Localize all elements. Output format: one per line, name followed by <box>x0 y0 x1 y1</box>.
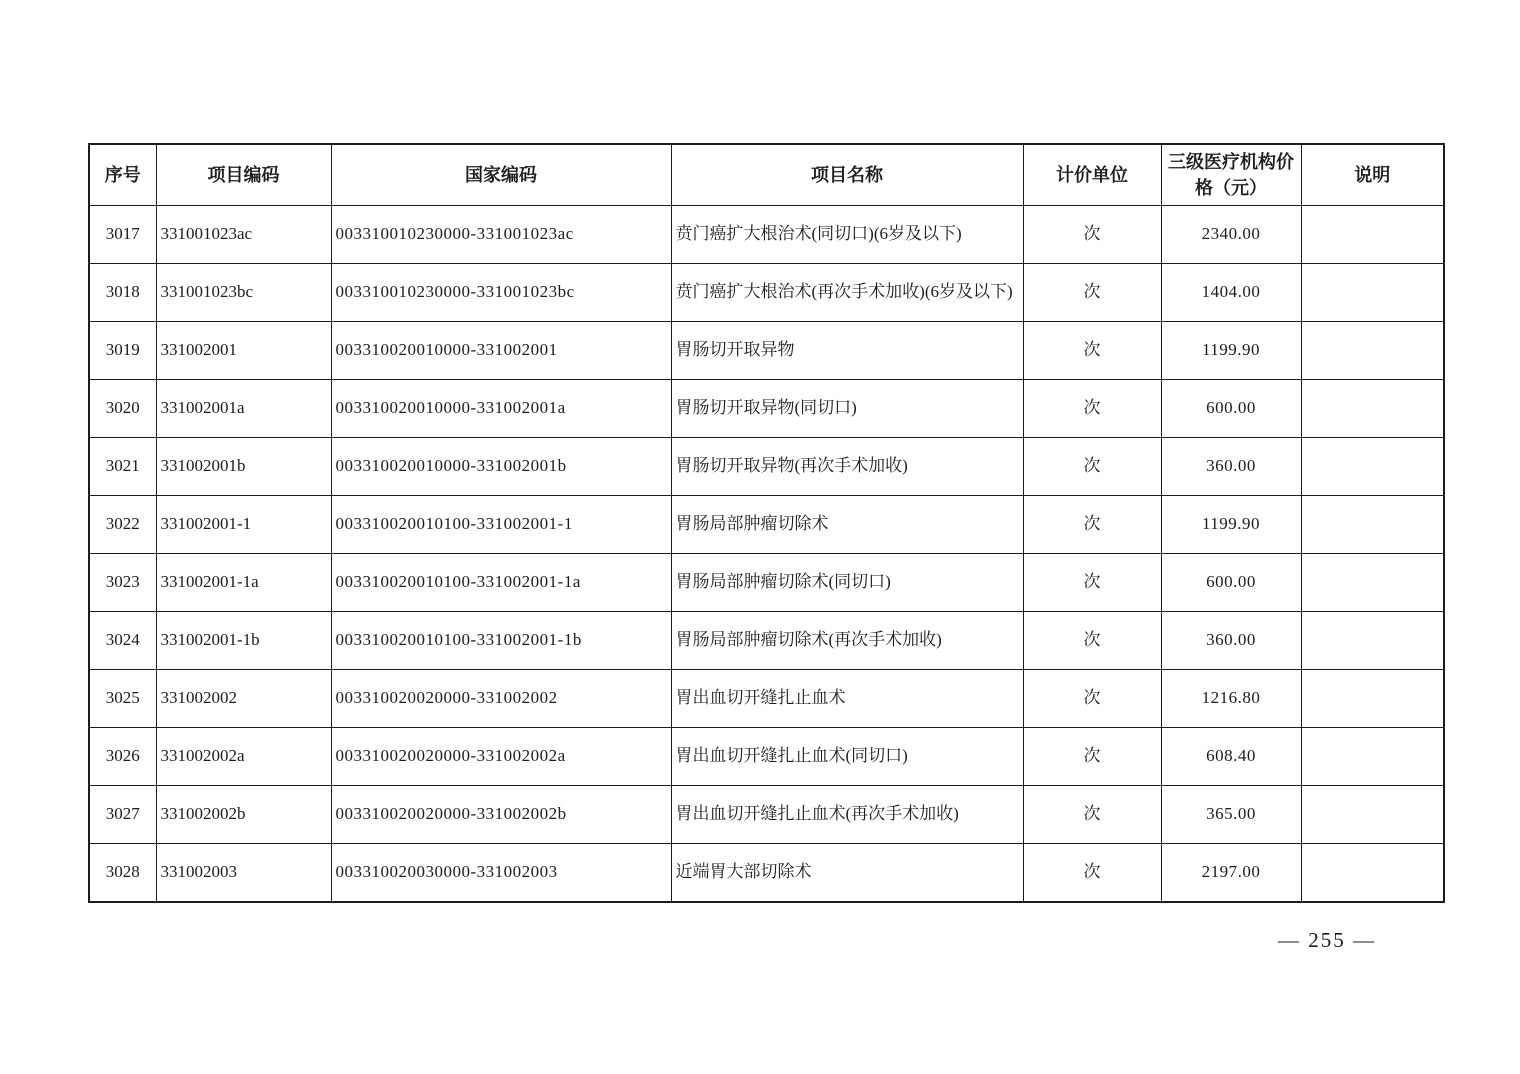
cell-note <box>1301 670 1444 728</box>
cell-note <box>1301 380 1444 438</box>
cell-note <box>1301 554 1444 612</box>
cell-serial-number: 3018 <box>89 264 156 322</box>
cell-project-name: 贲门癌扩大根治术(同切口)(6岁及以下) <box>671 206 1023 264</box>
cell-project-name: 胃出血切开缝扎止血术(再次手术加收) <box>671 786 1023 844</box>
table-row <box>89 612 1444 670</box>
page-number: — 255 — <box>1278 928 1376 952</box>
medical-price-table <box>88 143 1445 903</box>
cell-national-code: 003310020020000-331002002 <box>331 670 671 728</box>
cell-national-code: 003310020010000-331002001b <box>331 438 671 496</box>
cell-project-name: 胃肠切开取异物(同切口) <box>671 380 1023 438</box>
cell-project-name: 贲门癌扩大根治术(再次手术加收)(6岁及以下) <box>671 264 1023 322</box>
cell-national-code: 003310010230000-331001023ac <box>331 206 671 264</box>
cell-project-code: 331002001-1 <box>156 496 331 554</box>
table-row <box>89 496 1444 554</box>
cell-pricing-unit: 次 <box>1023 438 1161 496</box>
cell-serial-number: 3027 <box>89 786 156 844</box>
cell-project-name: 胃肠切开取异物(再次手术加收) <box>671 438 1023 496</box>
cell-serial-number: 3017 <box>89 206 156 264</box>
table-row <box>89 264 1444 322</box>
cell-pricing-unit: 次 <box>1023 670 1161 728</box>
cell-note <box>1301 496 1444 554</box>
table-row <box>89 554 1444 612</box>
cell-note <box>1301 438 1444 496</box>
table-row <box>89 206 1444 264</box>
cell-project-name: 近端胃大部切除术 <box>671 844 1023 903</box>
table-row <box>89 670 1444 728</box>
cell-price: 2197.00 <box>1161 844 1301 903</box>
cell-pricing-unit: 次 <box>1023 380 1161 438</box>
cell-project-name: 胃出血切开缝扎止血术(同切口) <box>671 728 1023 786</box>
cell-project-code: 331002003 <box>156 844 331 903</box>
table-row <box>89 438 1444 496</box>
cell-serial-number: 3026 <box>89 728 156 786</box>
cell-pricing-unit: 次 <box>1023 206 1161 264</box>
header-pricing-unit: 计价单位 <box>1023 144 1161 206</box>
header-project-code: 项目编码 <box>156 144 331 206</box>
cell-project-code: 331002002b <box>156 786 331 844</box>
cell-serial-number: 3023 <box>89 554 156 612</box>
cell-price: 1199.90 <box>1161 496 1301 554</box>
cell-price: 600.00 <box>1161 380 1301 438</box>
cell-serial-number: 3022 <box>89 496 156 554</box>
table-row <box>89 728 1444 786</box>
cell-national-code: 003310020010000-331002001 <box>331 322 671 380</box>
cell-national-code: 003310020010100-331002001-1a <box>331 554 671 612</box>
header-note: 说明 <box>1301 144 1444 206</box>
cell-note <box>1301 844 1444 903</box>
cell-project-code: 331002001-1b <box>156 612 331 670</box>
cell-project-code: 331001023ac <box>156 206 331 264</box>
cell-serial-number: 3021 <box>89 438 156 496</box>
cell-pricing-unit: 次 <box>1023 612 1161 670</box>
cell-project-code: 331002002 <box>156 670 331 728</box>
cell-project-name: 胃出血切开缝扎止血术 <box>671 670 1023 728</box>
cell-project-code: 331002001 <box>156 322 331 380</box>
cell-national-code: 003310020010100-331002001-1 <box>331 496 671 554</box>
cell-serial-number: 3019 <box>89 322 156 380</box>
cell-price: 600.00 <box>1161 554 1301 612</box>
cell-national-code: 003310020020000-331002002a <box>331 728 671 786</box>
cell-pricing-unit: 次 <box>1023 844 1161 903</box>
cell-project-name: 胃肠局部肿瘤切除术 <box>671 496 1023 554</box>
cell-project-code: 331002002a <box>156 728 331 786</box>
cell-price: 1199.90 <box>1161 322 1301 380</box>
cell-note <box>1301 322 1444 380</box>
cell-price: 1404.00 <box>1161 264 1301 322</box>
cell-pricing-unit: 次 <box>1023 322 1161 380</box>
cell-serial-number: 3024 <box>89 612 156 670</box>
cell-pricing-unit: 次 <box>1023 496 1161 554</box>
cell-pricing-unit: 次 <box>1023 554 1161 612</box>
header-project-name: 项目名称 <box>671 144 1023 206</box>
cell-price: 608.40 <box>1161 728 1301 786</box>
cell-price: 360.00 <box>1161 438 1301 496</box>
cell-national-code: 003310020010000-331002001a <box>331 380 671 438</box>
cell-pricing-unit: 次 <box>1023 728 1161 786</box>
cell-project-name: 胃肠局部肿瘤切除术(再次手术加收) <box>671 612 1023 670</box>
cell-serial-number: 3020 <box>89 380 156 438</box>
cell-pricing-unit: 次 <box>1023 264 1161 322</box>
cell-national-code: 003310010230000-331001023bc <box>331 264 671 322</box>
table-header-row <box>89 144 1444 206</box>
table-body <box>89 206 1444 903</box>
header-tertiary-institution-price: 三级医疗机构价格（元） <box>1161 144 1301 206</box>
cell-national-code: 003310020010100-331002001-1b <box>331 612 671 670</box>
cell-project-code: 331002001-1a <box>156 554 331 612</box>
cell-project-code: 331002001b <box>156 438 331 496</box>
table-row <box>89 322 1444 380</box>
cell-price: 1216.80 <box>1161 670 1301 728</box>
table-row <box>89 380 1444 438</box>
cell-price: 365.00 <box>1161 786 1301 844</box>
cell-price: 360.00 <box>1161 612 1301 670</box>
cell-note <box>1301 728 1444 786</box>
header-national-code: 国家编码 <box>331 144 671 206</box>
cell-note <box>1301 264 1444 322</box>
table-row <box>89 844 1444 903</box>
cell-note <box>1301 612 1444 670</box>
cell-note <box>1301 786 1444 844</box>
cell-serial-number: 3025 <box>89 670 156 728</box>
cell-pricing-unit: 次 <box>1023 786 1161 844</box>
table-row <box>89 786 1444 844</box>
cell-project-code: 331001023bc <box>156 264 331 322</box>
cell-project-code: 331002001a <box>156 380 331 438</box>
cell-project-name: 胃肠切开取异物 <box>671 322 1023 380</box>
cell-price: 2340.00 <box>1161 206 1301 264</box>
cell-national-code: 003310020020000-331002002b <box>331 786 671 844</box>
cell-project-name: 胃肠局部肿瘤切除术(同切口) <box>671 554 1023 612</box>
header-serial-number: 序号 <box>89 144 156 206</box>
cell-serial-number: 3028 <box>89 844 156 903</box>
cell-national-code: 003310020030000-331002003 <box>331 844 671 903</box>
cell-note <box>1301 206 1444 264</box>
